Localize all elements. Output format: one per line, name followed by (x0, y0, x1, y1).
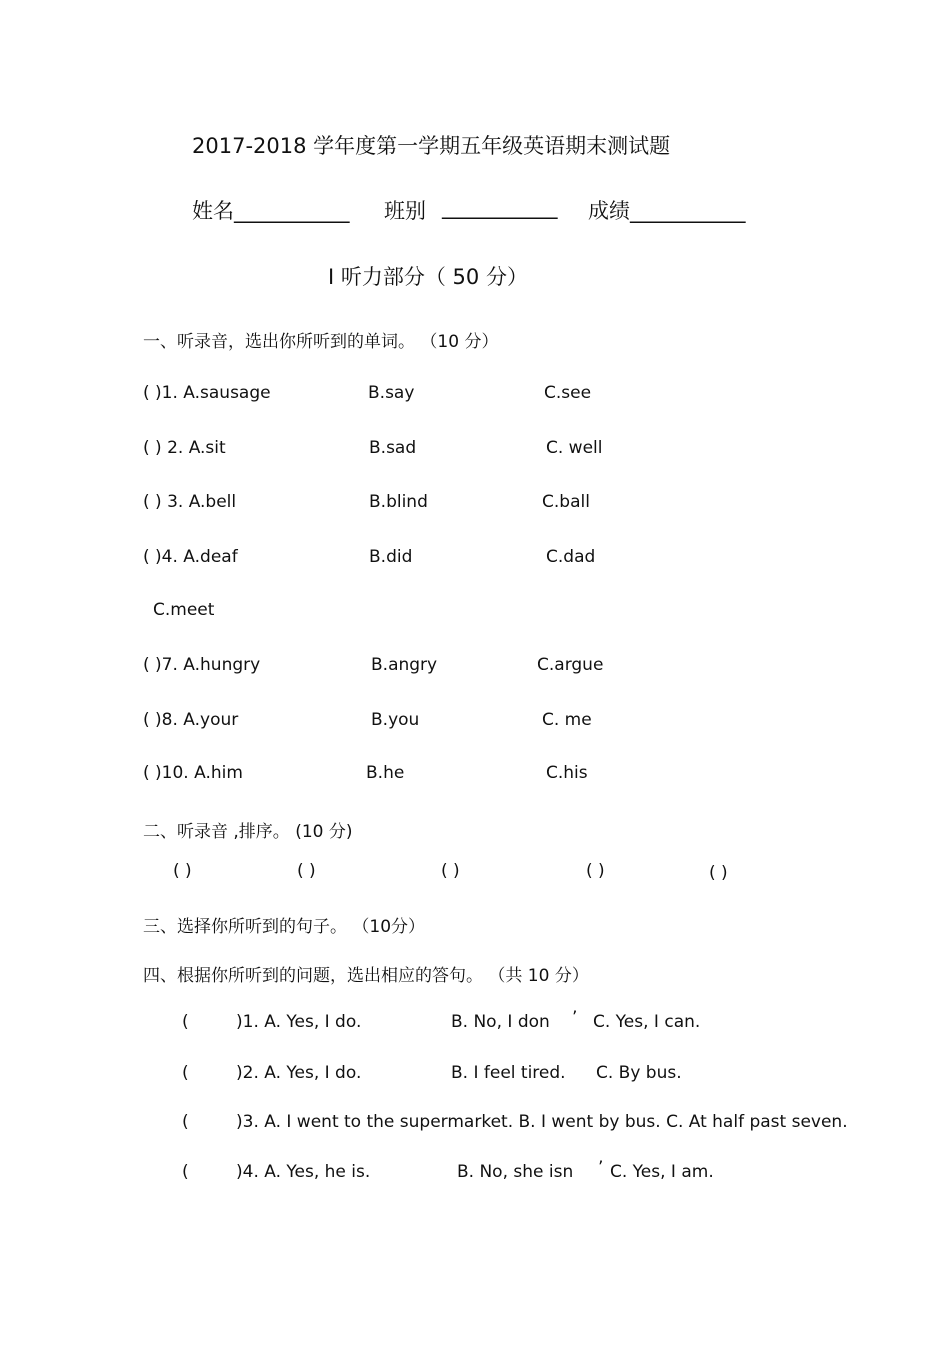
exam-title: 2017-2018 学年度第一学期五年级英语期末测试题 (192, 134, 671, 158)
section1-heading: 一、听录音，选出你所听到的单词。 （10 分） (143, 332, 499, 352)
s4-q4-b: B. No, she isn (457, 1162, 574, 1182)
s1-q1-c: C.see (544, 383, 592, 403)
s1-q8-a: ( )8. A.your (143, 710, 239, 730)
s1-q2-c: C. well (546, 438, 603, 458)
s1-q4-a: ( )4. A.deaf (143, 547, 238, 567)
score-field-label: 成绩___________ (588, 199, 746, 223)
s4-q1-paren: ( (182, 1012, 189, 1032)
s1-q10-b: B.he (366, 763, 405, 783)
s2-blank-4: ( ) (586, 861, 605, 881)
class-field-label: 班别 (384, 199, 426, 223)
s1-orphan-option: C.meet (153, 600, 215, 620)
name-field-label: 姓名___________ (192, 199, 350, 223)
s1-q7-a: ( )7. A.hungry (143, 655, 261, 675)
s4-q1-c: C. Yes, I can. (593, 1012, 701, 1032)
s4-q2-b: B. I feel tired. (451, 1063, 566, 1083)
s1-q10-a: ( )10. A.him (143, 763, 243, 783)
s1-q10-c: C.his (546, 763, 588, 783)
s1-q7-c: C.argue (537, 655, 604, 675)
s2-blank-1: ( ) (173, 861, 192, 881)
s2-blank-5: ( ) (709, 863, 728, 883)
s4-q2-paren: ( (182, 1063, 189, 1083)
s1-q8-b: B.you (371, 710, 420, 730)
s1-q2-a: ( ) 2. A.sit (143, 438, 226, 458)
part1-title: Ⅰ 听力部分（ 50 分） (328, 265, 528, 289)
s4-q4-a: )4. A. Yes, he is. (236, 1162, 371, 1182)
s4-q4-paren: ( (182, 1162, 189, 1182)
s1-q3-c: C.ball (542, 492, 590, 512)
section2-heading: 二、听录音 ,排序。 (10 分) (143, 822, 353, 842)
section3-heading: 三、选择你所听到的句子。 （10分） (143, 917, 426, 937)
s1-q2-b: B.sad (369, 438, 417, 458)
s1-q3-b: B.blind (369, 492, 428, 512)
s1-q1-b: B.say (368, 383, 415, 403)
s4-q1-a: )1. A. Yes, I do. (236, 1012, 362, 1032)
s4-q4-c: C. Yes, I am. (610, 1162, 714, 1182)
s1-q8-c: C. me (542, 710, 592, 730)
s1-q1-a: ( )1. A.sausage (143, 383, 271, 403)
class-field-blank: ___________ (442, 195, 558, 219)
s4-q2-c: C. By bus. (596, 1063, 682, 1083)
s1-q4-c: C.dad (546, 547, 596, 567)
s4-q1-apostrophe: ’ (572, 1008, 578, 1028)
s1-q3-a: ( ) 3. A.bell (143, 492, 237, 512)
s1-q7-b: B.angry (371, 655, 438, 675)
s2-blank-2: ( ) (297, 861, 316, 881)
s1-q4-b: B.did (369, 547, 413, 567)
s4-q1-b: B. No, I don (451, 1012, 550, 1032)
s4-q3-a: )3. A. I went to the supermarket. B. I went by bus. C. At half past seven. (236, 1112, 848, 1132)
s4-q2-a: )2. A. Yes, I do. (236, 1063, 362, 1083)
section4-heading: 四、根据你所听到的问题，选出相应的答句。 （共 10 分） (143, 966, 589, 986)
s4-q4-apostrophe: ’ (598, 1158, 604, 1178)
s4-q3-paren: ( (182, 1112, 189, 1132)
s2-blank-3: ( ) (441, 861, 460, 881)
